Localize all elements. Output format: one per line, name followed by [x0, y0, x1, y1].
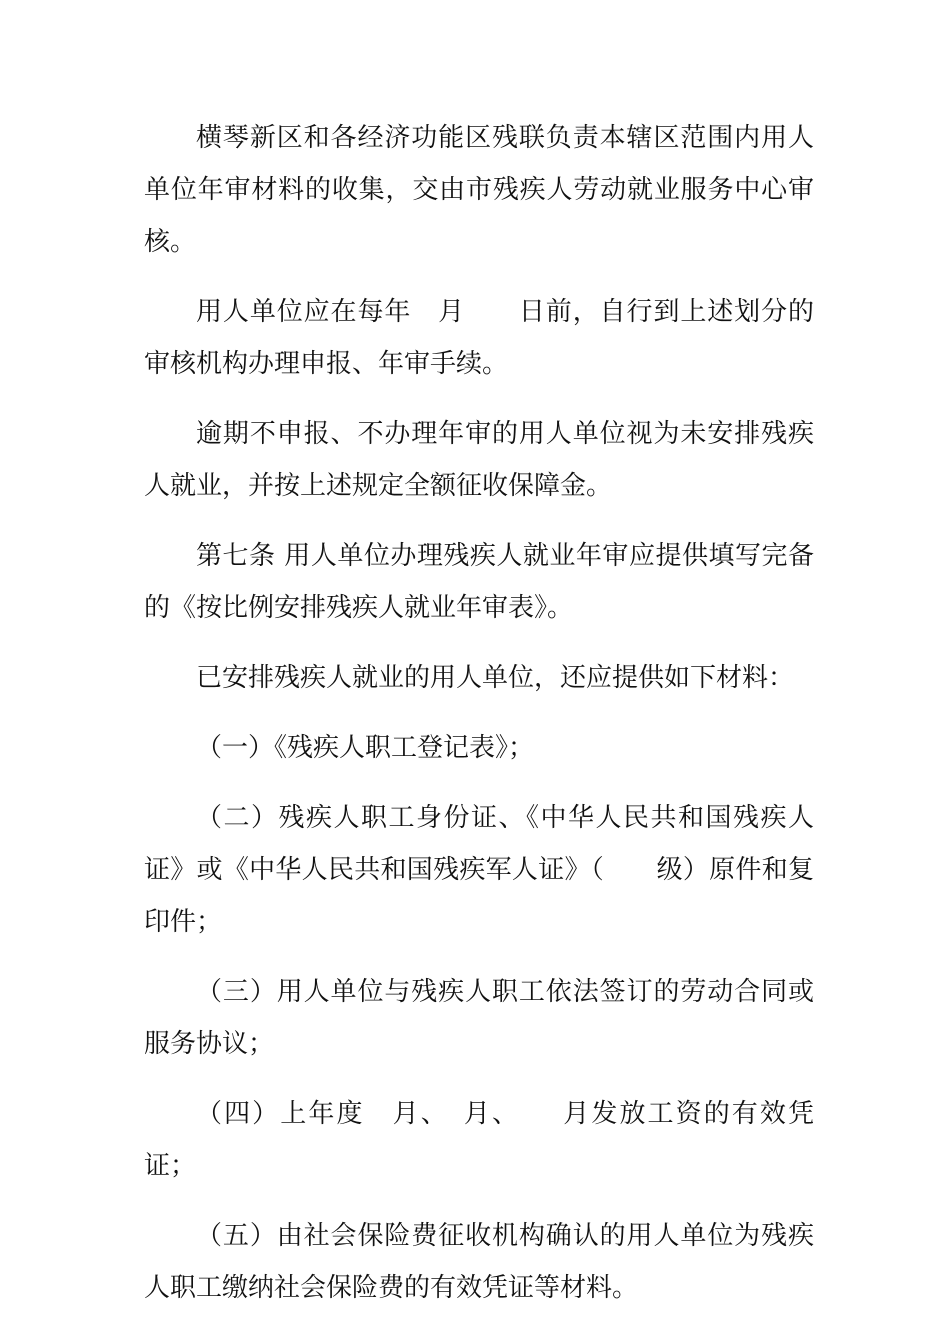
paragraph-article-7: 第七条 用人单位办理残疾人就业年审应提供填写完备的《按比例安排残疾人就业年审表》。	[144, 541, 814, 623]
list-item-3: （三）用人单位与残疾人职工依法签订的劳动合同或服务协议；	[144, 977, 814, 1059]
document-body	[144, 112, 814, 1314]
list-item-5: （五）由社会保险费征收机构确认的用人单位为残疾人职工缴纳社会保险费的有效凭证等材料。	[144, 1221, 814, 1303]
paragraph-5: 已安排残疾人就业的用人单位，还应提供如下材料：	[196, 663, 795, 693]
list-item-1: （一）《残疾人职工登记表》；	[196, 733, 535, 763]
list-item-2: （二）残疾人职工身份证、《中华人民共和国残疾人证》或《中华人民共和国残疾军人证》（ 级）原件和复印件；	[144, 803, 814, 937]
list-item-4: （四）上年度 月、 月、 月发放工资的有效凭证；	[144, 1099, 814, 1181]
paragraph-3: 逾期不申报、不办理年审的用人单位视为未安排残疾人就业，并按上述规定全额征收保障金。	[144, 419, 814, 501]
paragraph-2: 用人单位应在每年 月 日前，自行到上述划分的审核机构办理申报、年审手续。	[144, 297, 814, 379]
paragraph-1: 横琴新区和各经济功能区残联负责本辖区范围内用人单位年审材料的收集，交由市残疾人劳动就业服务中心审核。	[144, 123, 814, 257]
